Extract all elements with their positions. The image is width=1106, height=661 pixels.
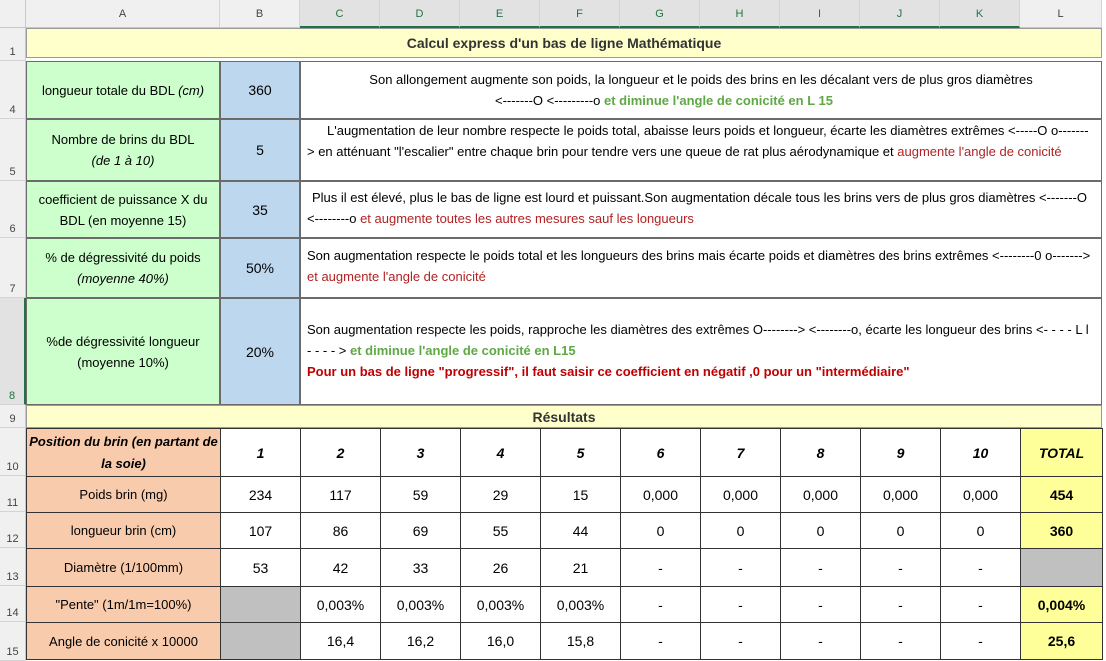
row-header-13[interactable]: 13 [0, 548, 26, 586]
table-cell[interactable]: 0,000 [781, 477, 861, 513]
position-header[interactable]: Position du brin (en partant de la soie) [27, 429, 221, 477]
row-header-4[interactable]: 4 [0, 61, 26, 119]
table-row [27, 623, 1103, 660]
column-header-b[interactable]: B [220, 0, 300, 28]
column-header-k[interactable]: K [940, 0, 1020, 28]
column-header-e[interactable]: E [460, 0, 540, 28]
table-cell[interactable]: 53 [221, 549, 301, 587]
position-cell[interactable]: 1 [221, 429, 301, 477]
table-cell[interactable]: 0,000 [941, 477, 1021, 513]
row-header-5[interactable]: 5 [0, 119, 26, 181]
param-label-avg: (moyenne 10%) [77, 354, 169, 370]
table-cell[interactable]: 0,000 [861, 477, 941, 513]
table-cell[interactable]: 69 [381, 513, 461, 549]
table-cell[interactable]: 16,0 [461, 623, 541, 660]
position-cell[interactable]: 10 [941, 429, 1021, 477]
desc-effect: augmente l'angle de conicité [897, 144, 1062, 159]
table-cell[interactable]: 0,000 [701, 477, 781, 513]
row-header-6[interactable]: 6 [0, 181, 26, 238]
table-cell[interactable]: 0,003% [461, 587, 541, 623]
total-cell[interactable]: 360 [1021, 513, 1103, 549]
select-all-corner[interactable] [0, 0, 26, 28]
table-cell[interactable]: - [781, 587, 861, 623]
desc-effect: et augmente toutes les autres mesures sauf les longueurs [360, 211, 694, 226]
position-cell[interactable]: 7 [701, 429, 781, 477]
table-cell[interactable]: - [621, 587, 701, 623]
desc-note: Pour un bas de ligne "progressif", il faut saisir ce coefficient en négatif ,0 pour un "intermédiaire" [307, 364, 910, 379]
table-cell[interactable]: 55 [461, 513, 541, 549]
table-cell[interactable]: 21 [541, 549, 621, 587]
row-header-9[interactable]: 9 [0, 405, 26, 428]
table-cell[interactable]: - [781, 623, 861, 660]
row-label-slope[interactable]: "Pente" (1m/1m=100%) [27, 587, 221, 623]
column-header-d[interactable]: D [380, 0, 460, 28]
row-header-7[interactable]: 7 [0, 238, 26, 298]
row-header-8[interactable]: 8 [0, 298, 26, 405]
column-header-l[interactable]: L [1020, 0, 1102, 28]
desc-arrows: <-------O <---------o [495, 93, 605, 108]
table-cell[interactable]: - [701, 623, 781, 660]
column-header-j[interactable]: J [860, 0, 940, 28]
param-label-range: (de 1 à 10) [91, 153, 155, 168]
position-cell[interactable]: 4 [461, 429, 541, 477]
row-label-length[interactable]: longueur brin (cm) [27, 513, 221, 549]
table-cell[interactable]: 33 [381, 549, 461, 587]
param-value-length[interactable]: 360 [220, 61, 300, 119]
param-value-length-taper[interactable]: 20% [220, 298, 300, 405]
table-cell[interactable]: - [861, 623, 941, 660]
table-cell[interactable]: 107 [221, 513, 301, 549]
desc-effect: et diminue l'angle de conicité en L 15 [604, 93, 833, 108]
param-label-avg: (moyenne 40%) [77, 271, 169, 286]
total-header[interactable]: TOTAL [1021, 429, 1103, 477]
param-desc-length-taper[interactable] [300, 298, 1102, 405]
param-label-length-taper[interactable] [26, 298, 220, 405]
desc-text: Son augmentation respecte les poids, rapproche les diamètres des extrêmes O--------> <--------o, écarte les longueur des brins <- - - - L l - - - - > [307, 322, 1089, 358]
param-desc-strands[interactable] [300, 119, 1102, 181]
row-header-15[interactable]: 15 [0, 622, 26, 661]
position-cell[interactable]: 6 [621, 429, 701, 477]
row-label-taper-angle[interactable]: Angle de conicité x 10000 [27, 623, 221, 660]
position-cell[interactable]: 2 [301, 429, 381, 477]
table-cell[interactable]: 0 [621, 513, 701, 549]
table-cell[interactable]: - [621, 623, 701, 660]
results-title[interactable]: Résultats [26, 405, 1102, 428]
table-cell[interactable]: 16,2 [381, 623, 461, 660]
table-cell[interactable]: 117 [301, 477, 381, 513]
table-cell[interactable] [221, 623, 301, 660]
sheet-title[interactable]: Calcul express d'un bas de ligne Mathématique [26, 28, 1102, 58]
table-cell[interactable]: 59 [381, 477, 461, 513]
param-desc-power[interactable] [300, 181, 1102, 238]
row-label-diameter[interactable]: Diamètre (1/100mm) [27, 549, 221, 587]
table-row [27, 587, 1103, 623]
table-cell[interactable]: - [701, 587, 781, 623]
total-cell[interactable]: 454 [1021, 477, 1103, 513]
param-label-text: Nombre de brins du BDL [51, 132, 195, 147]
row-header-1[interactable]: 1 [0, 28, 26, 61]
table-row [27, 477, 1103, 513]
param-value-weight-taper[interactable]: 50% [220, 238, 300, 298]
param-value-strands[interactable]: 5 [220, 119, 300, 181]
table-cell[interactable]: 86 [301, 513, 381, 549]
position-cell[interactable]: 8 [781, 429, 861, 477]
table-cell[interactable]: 0 [941, 513, 1021, 549]
position-cell[interactable]: 5 [541, 429, 621, 477]
row-header-14[interactable]: 14 [0, 586, 26, 622]
table-cell[interactable]: 16,4 [301, 623, 381, 660]
total-cell[interactable] [1021, 549, 1103, 587]
row-header-10[interactable]: 10 [0, 428, 26, 476]
table-row [27, 549, 1103, 587]
param-value-power[interactable]: 35 [220, 181, 300, 238]
table-cell[interactable]: 15 [541, 477, 621, 513]
table-cell[interactable]: 234 [221, 477, 301, 513]
table-cell[interactable]: 0,003% [541, 587, 621, 623]
total-cell[interactable]: 0,004% [1021, 587, 1103, 623]
table-cell[interactable]: 0 [861, 513, 941, 549]
table-cell[interactable]: 0,003% [381, 587, 461, 623]
desc-effect: et augmente l'angle de conicité [307, 269, 486, 284]
desc-line: Son allongement augmente son poids, la longueur et le poids des brins en les décalant vers de plus gros diamètres [369, 72, 1033, 87]
column-header-f[interactable]: F [540, 0, 620, 28]
param-label-text: longueur totale du BDL [41, 82, 179, 98]
table-cell[interactable]: 0,003% [301, 587, 381, 623]
desc-text: Plus il est élevé, plus le bas de ligne est lourd et puissant.Son augmentation décale tous les brins vers de plus gros diamètres <-------O <--------o [307, 190, 1087, 226]
param-desc-length[interactable] [300, 61, 1102, 119]
param-label-power[interactable]: coefficient de puissance X du BDL (en moyenne 15) [26, 181, 220, 238]
row-header-11[interactable]: 11 [0, 476, 26, 512]
row-header-12[interactable]: 12 [0, 512, 26, 548]
results-table [26, 428, 1103, 660]
table-cell[interactable]: - [621, 549, 701, 587]
column-header-a[interactable]: A [26, 0, 220, 28]
table-cell[interactable]: 42 [301, 549, 381, 587]
table-row [27, 429, 1103, 477]
total-cell[interactable]: 25,6 [1021, 623, 1103, 660]
table-cell[interactable]: 44 [541, 513, 621, 549]
column-header-h[interactable]: H [700, 0, 780, 28]
desc-text: Son augmentation respecte le poids total et les longueurs des brins mais écarte poids et diamètres des brins extrêmes <--------0 o-------> [307, 248, 1091, 263]
table-cell[interactable]: 0 [781, 513, 861, 549]
param-label-length[interactable] [26, 61, 220, 119]
table-cell[interactable]: - [701, 549, 781, 587]
param-label-text: %de dégressivité longueur [46, 333, 200, 349]
desc-text: L'augmentation de leur nombre respecte le poids total, abaisse leurs poids et longueur, écarte les diamètres extrêmes <-----O o-------> en atténuant "l'escalier" entre chaque brin pour tendre vers une queue de rat plus aérodynamique et [307, 123, 1089, 159]
table-cell[interactable]: - [861, 549, 941, 587]
table-cell[interactable]: - [781, 549, 861, 587]
row-label-weight[interactable]: Poids brin (mg) [27, 477, 221, 513]
table-cell[interactable]: 0,000 [621, 477, 701, 513]
table-cell[interactable]: 26 [461, 549, 541, 587]
param-desc-weight-taper[interactable] [300, 238, 1102, 298]
table-cell[interactable]: 15,8 [541, 623, 621, 660]
table-row [27, 513, 1103, 549]
table-cell[interactable]: - [861, 587, 941, 623]
position-cell[interactable]: 3 [381, 429, 461, 477]
param-label-text: % de dégressivité du poids [45, 250, 201, 265]
table-cell[interactable]: 0 [701, 513, 781, 549]
param-label-weight-taper[interactable] [26, 238, 220, 298]
column-header-i[interactable]: I [780, 0, 860, 28]
table-cell[interactable]: - [941, 549, 1021, 587]
table-cell[interactable]: - [941, 623, 1021, 660]
position-cell[interactable]: 9 [861, 429, 941, 477]
table-cell[interactable] [221, 587, 301, 623]
param-label-strands[interactable] [26, 119, 220, 181]
column-header-c[interactable]: C [300, 0, 380, 28]
table-cell[interactable]: 29 [461, 477, 541, 513]
desc-effect: et diminue l'angle de conicité en L15 [349, 343, 576, 358]
table-cell[interactable]: - [941, 587, 1021, 623]
param-label-unit: (cm) [178, 82, 205, 98]
column-header-g[interactable]: G [620, 0, 700, 28]
